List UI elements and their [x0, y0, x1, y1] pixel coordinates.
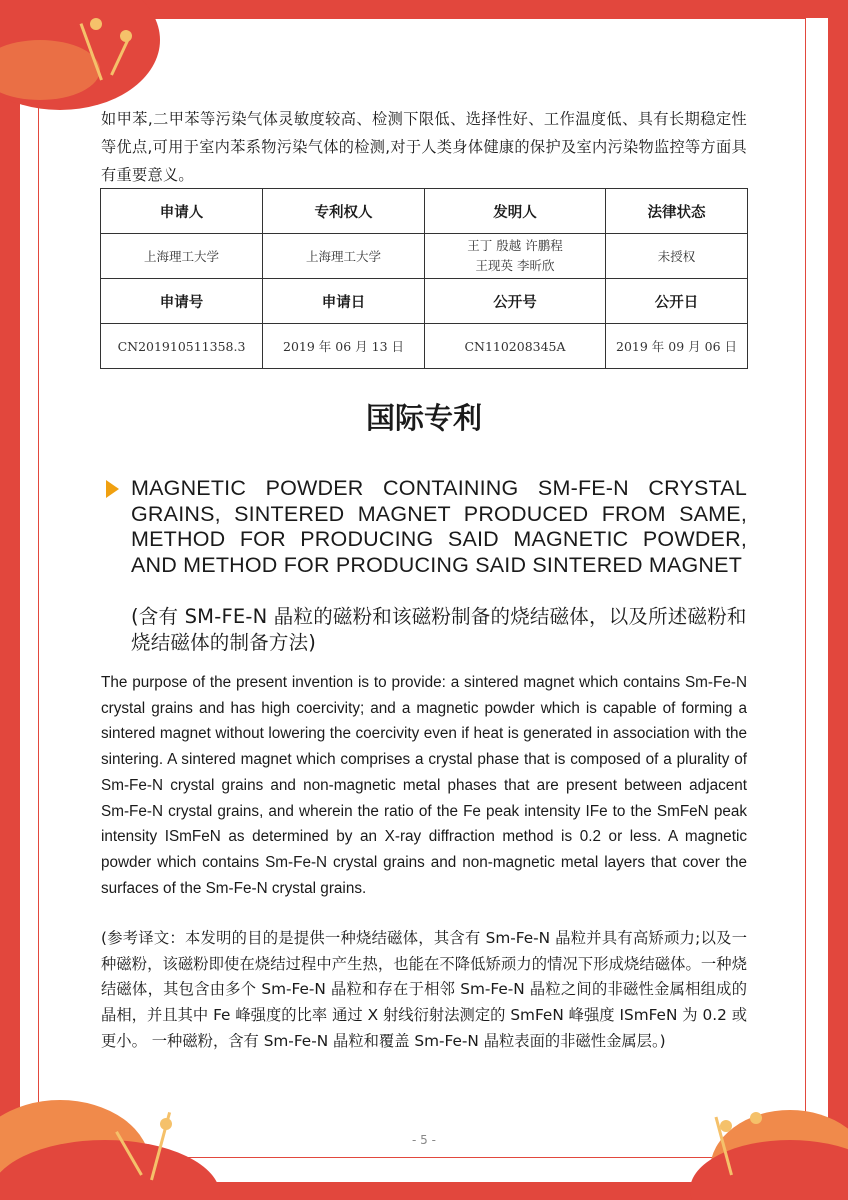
abstract-english: The purpose of the present invention is to provide: a sintered magnet which contains Sm-Fe-N crystal grains and has high coercivity; and a magnetic powder which is capable of forming a sintered magnet without lowering the coercivity even if heat is generated in association with the sintering. A sintered magnet which comprises a crystal phase that is composed of a plurality of Sm-Fe-N crystal grains and non-magnetic metal phases that are present between adjacent Sm-Fe-N crystal grains, and wherein the ratio of the Fe peak intensity IFe to the SmFeN peak intensity ISmFeN as determined by an X-ray diffraction method is 0.2 or less. A magnetic powder which contains Sm-Fe-N crystal grains and non-magnetic metal layers that cover the surfaces of the Sm-Fe-N crystal grains.: [101, 674, 747, 897]
header-publication-date: 公开日: [606, 279, 748, 324]
table-header-row: [101, 189, 748, 234]
publication-date-value: 2019 年 09 月 06 日: [606, 324, 748, 369]
header-legal-status: 法律状态: [606, 189, 748, 234]
triangle-bullet-icon: [106, 480, 119, 498]
corner-decoration-top-left: [0, 0, 165, 110]
patent-info-table: [100, 188, 748, 369]
intro-paragraph: 如甲苯,二甲苯等污染气体灵敏度较高、检测下限低、选择性好、工作温度低、具有长期稳定性等优点,可用于室内苯系物污染气体的检测,对于人类身体健康的保护及室内污染物监控等方面具有重要意义。: [101, 110, 747, 184]
inventors-line-2: 王现英 李昕欣: [475, 258, 555, 273]
application-date-value: 2019 年 06 月 13 日: [263, 324, 425, 369]
patent-title-chinese: (含有 SM-FE-N 晶粒的磁粉和该磁粉制备的烧结磁体，以及所述磁粉和烧结磁体的制备方法): [131, 605, 747, 654]
inventors-line-1: 王丁 殷越 许鹏程: [467, 238, 563, 253]
page-number: - 5 -: [412, 1133, 436, 1147]
header-inventors: 发明人: [425, 189, 606, 234]
corner-decoration-bottom-right: [690, 1100, 848, 1200]
header-application-date: 申请日: [263, 279, 425, 324]
legal-status-value: 未授权: [606, 234, 748, 279]
header-patentee: 专利权人: [263, 189, 425, 234]
patentee-value: 上海理工大学: [263, 234, 425, 279]
table-row: [101, 324, 748, 369]
publication-number-value: CN110208345A: [425, 324, 606, 369]
header-applicant: 申请人: [101, 189, 263, 234]
table-header-row: [101, 279, 748, 324]
table-row: [101, 234, 748, 279]
inventors-value: [425, 234, 606, 279]
section-title: 国际专利: [365, 401, 482, 435]
applicant-value: 上海理工大学: [101, 234, 263, 279]
patent-title-english: MAGNETIC POWDER CONTAINING SM-FE-N CRYSTAL GRAINS, SINTERED MAGNET PRODUCED FROM SAME, METHOD FOR PRODUCING SAID MAGNETIC POWDER, AND METHOD FOR PRODUCING SAID SINTERED MAGNET: [131, 476, 747, 577]
header-publication-number: 公开号: [425, 279, 606, 324]
application-number-value: CN201910511358.3: [101, 324, 263, 369]
abstract-chinese: (参考译文：本发明的目的是提供一种烧结磁体，其含有 Sm-Fe-N 晶粒并具有高矫顽力;以及一种磁粉，该磁粉即使在烧结过程中产生热，也能在不降低矫顽力的情况下形成烧结磁体。一种烧结磁体，其包含由多个 Sm-Fe-N 晶粒和存在于相邻 Sm-Fe-N 晶粒之间的非磁性金属相组成的晶相，并且其中 Fe 峰强度的比率 通过 X 射线衍射法测定的 SmFeN 峰强度 ISmFeN 为 0.2 或更小。 一种磁粉，含有 Sm-Fe-N 晶粒和覆盖 Sm-Fe-N 晶粒表面的非磁性金属层。): [101, 929, 747, 1050]
header-application-number: 申请号: [101, 279, 263, 324]
